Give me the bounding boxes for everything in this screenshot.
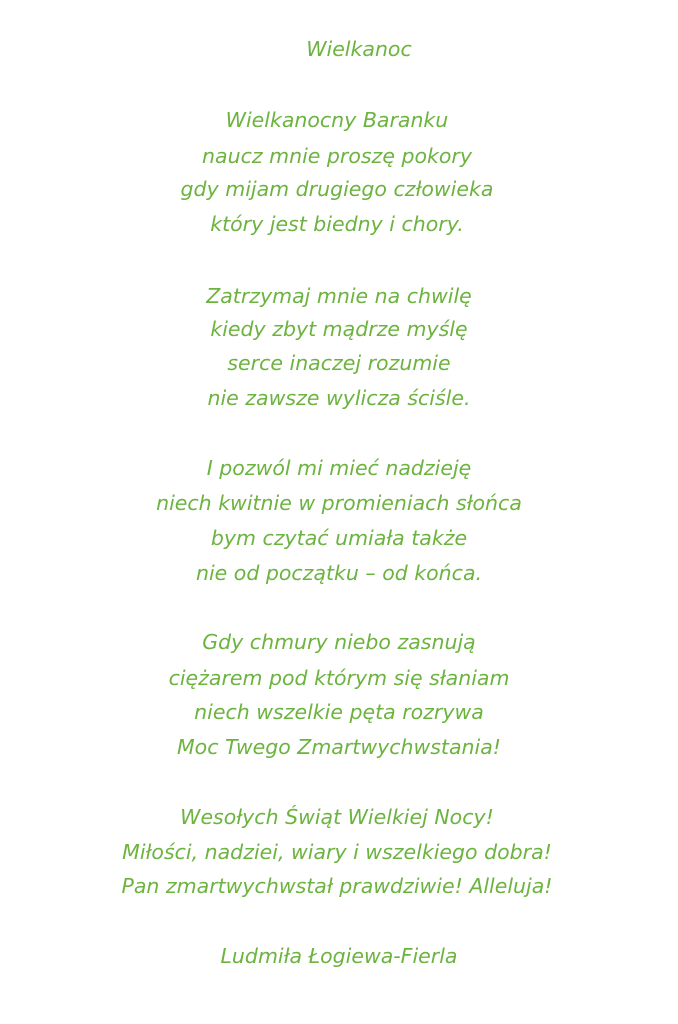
poem-line: kiedy zbyt mądrze myślę <box>210 317 468 341</box>
poem-line: nie zawsze wylicza ściśle. <box>207 386 471 410</box>
poem-line: Moc Twego Zmartwychwstania! <box>176 735 502 759</box>
poem-line: niech wszelkie pęta rozrywa <box>194 700 484 724</box>
poem-line: Zatrzymaj mnie na chwilę <box>206 284 472 308</box>
poem-line: serce inaczej rozumie <box>227 351 451 375</box>
poem-line: Pan zmartwychwstał prawdziwie! Alleluja! <box>121 874 553 898</box>
poem-line: który jest biedny i chory. <box>210 212 464 236</box>
poem-line: Gdy chmury niebo zasnują <box>202 630 476 654</box>
poem-line: gdy mijam drugiego człowieka <box>180 177 494 201</box>
poem-line: nie od początku – od końca. <box>195 561 483 585</box>
poem-line: Miłości, nadziei, wiary i wszelkiego dobra! <box>122 840 552 864</box>
poem-line: Wielkanocny Baranku <box>225 108 449 132</box>
poem-line: naucz mnie proszę pokory <box>202 144 472 168</box>
poem-line: niech kwitnie w promieniach słońca <box>156 491 522 515</box>
poem-title: Wielkanoc <box>306 37 412 61</box>
poem-line: ciężarem pod którym się słaniam <box>168 666 510 690</box>
poem-line: bym czytać umiała także <box>210 526 468 550</box>
poem-line: I pozwól mi mieć nadzieję <box>206 456 472 480</box>
poem-line: Wesołych Świąt Wielkiej Nocy! <box>180 805 494 829</box>
poem-author: Ludmiła Łogiewa-Fierla <box>220 944 458 968</box>
